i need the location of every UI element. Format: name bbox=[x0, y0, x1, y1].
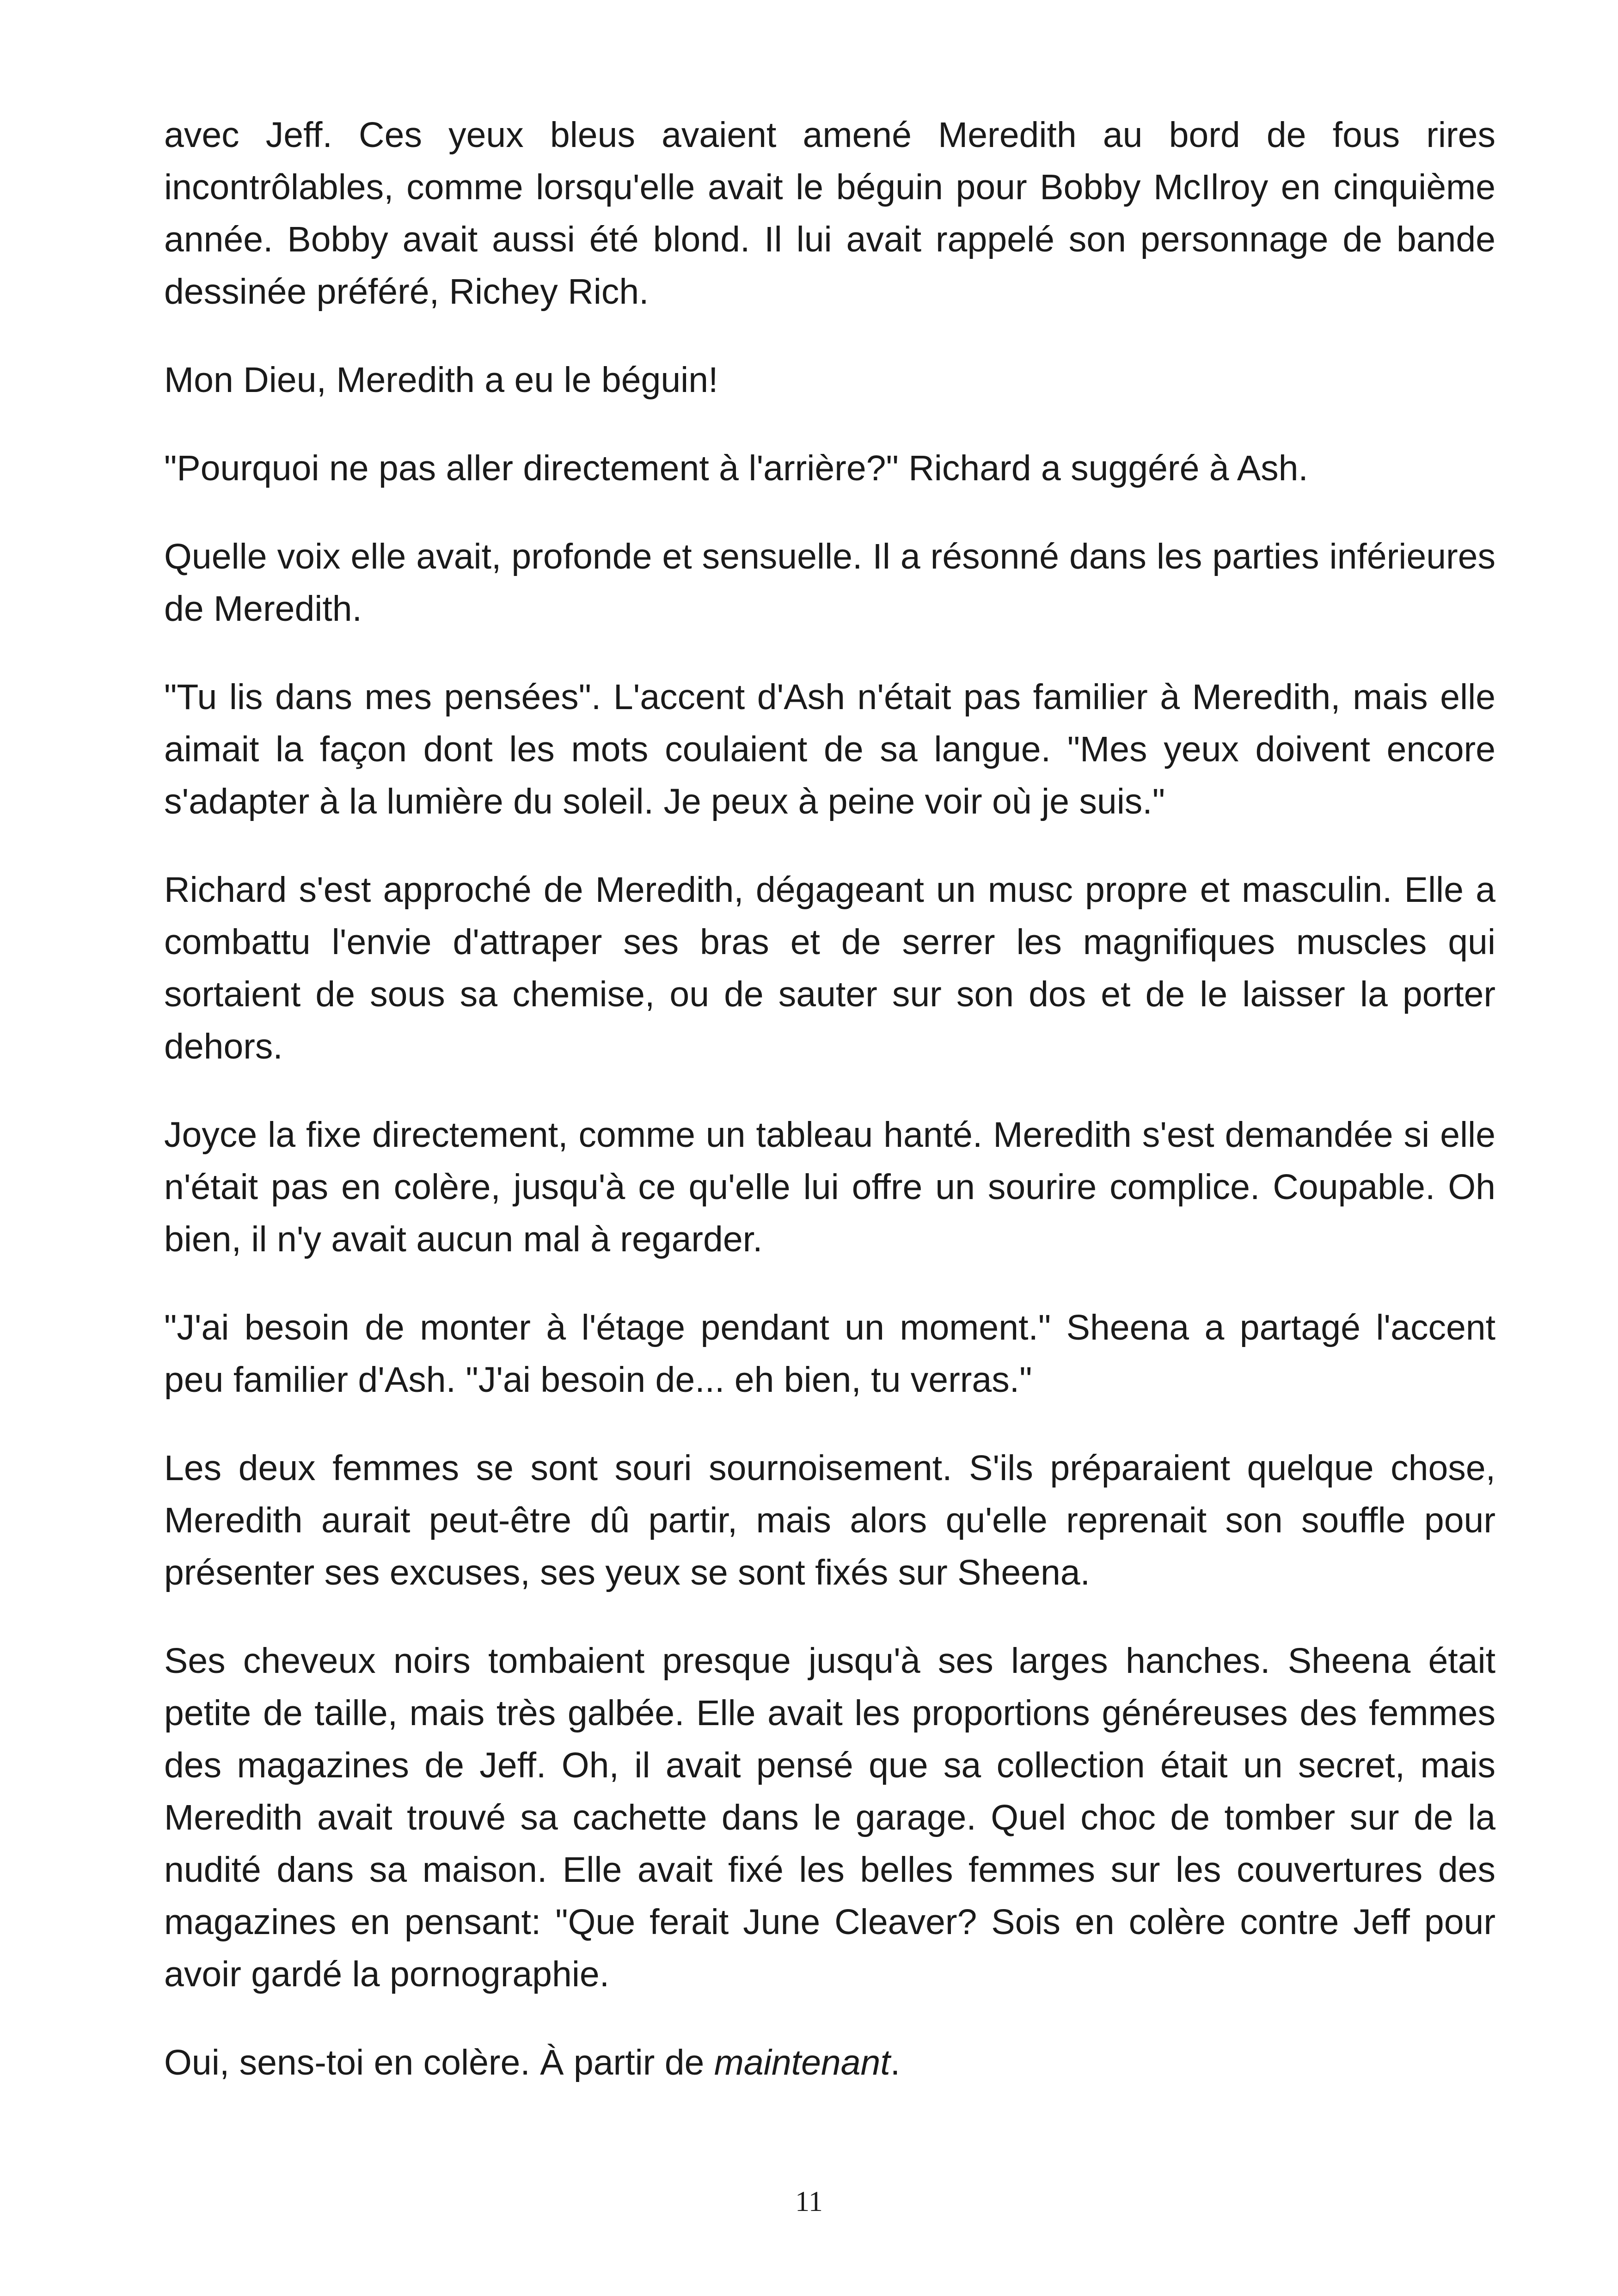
page-number: 11 bbox=[795, 2186, 823, 2217]
paragraph: Les deux femmes se sont souri sournoisement. S'ils préparaient quelque chose, Meredith aurait peut-être dû partir, mais alors qu'elle reprenait son souffle pour présenter ses excuses, ses yeux se sont fixés sur Sheena. bbox=[164, 1448, 1495, 1592]
paragraph: Richard s'est approché de Meredith, dégageant un musc propre et masculin. Elle a combattu l'envie d'attraper ses bras et de serrer les magnifiques muscles qui sortaient de sous sa chemise, ou de sauter sur son dos et de le laisser la porter dehors. bbox=[164, 870, 1495, 1066]
document-page bbox=[164, 109, 1495, 2125]
final-paragraph bbox=[164, 2037, 1495, 2089]
paragraph: "Tu lis dans mes pensées". L'accent d'Ash n'était pas familier à Meredith, mais elle aimait la façon dont les mots coulaient de sa langue. "Mes yeux doivent encore s'adapter à la lumière du soleil. Je peux à peine voir où je suis." bbox=[164, 677, 1495, 821]
paragraph: avec Jeff. Ces yeux bleus avaient amené Meredith au bord de fous rires incontrôlables, comme lorsqu'elle avait le béguin pour Bobby McIlroy en cinquième année. Bobby avait aussi été blond. Il lui avait rappelé son personnage de bande dessinée préféré, Richey Rich. bbox=[164, 115, 1495, 312]
paragraph: Ses cheveux noirs tombaient presque jusqu'à ses larges hanches. Sheena était petite de taille, mais très galbée. Elle avait les proportions généreuses des femmes des magazines de Jeff. Oh, il avait pensé que sa collection était un secret, mais Meredith avait trouvé sa cachette dans le garage. Quel choc de tomber sur de la nudité dans sa maison. Elle avait fixé les belles femmes sur les couvertures des magazines en pensant: "Que ferait June Cleaver? Sois en colère contre Jeff pour avoir gardé la pornographie. bbox=[164, 1641, 1495, 1994]
final-paragraph-ending: . bbox=[890, 2043, 901, 2082]
paragraph: Quelle voix elle avait, profonde et sensuelle. Il a résonné dans les parties inférieures de Meredith. bbox=[164, 537, 1495, 629]
paragraph: Mon Dieu, Meredith a eu le béguin! bbox=[164, 360, 718, 400]
paragraph: "J'ai besoin de monter à l'étage pendant un moment." Sheena a partagé l'accent peu familier d'Ash. "J'ai besoin de... eh bien, tu verras." bbox=[164, 1308, 1495, 1400]
emphasized-word: maintenant bbox=[714, 2043, 890, 2082]
paragraph: Joyce la fixe directement, comme un tableau hanté. Meredith s'est demandée si elle n'était pas en colère, jusqu'à ce qu'elle lui offre un sourire complice. Coupable. Oh bien, il n'y avait aucun mal à regarder. bbox=[164, 1115, 1495, 1259]
paragraph: "Pourquoi ne pas aller directement à l'arrière?" Richard a suggéré à Ash. bbox=[164, 448, 1308, 488]
final-paragraph-text: Oui, sens-toi en colère. À partir de bbox=[164, 2043, 714, 2082]
